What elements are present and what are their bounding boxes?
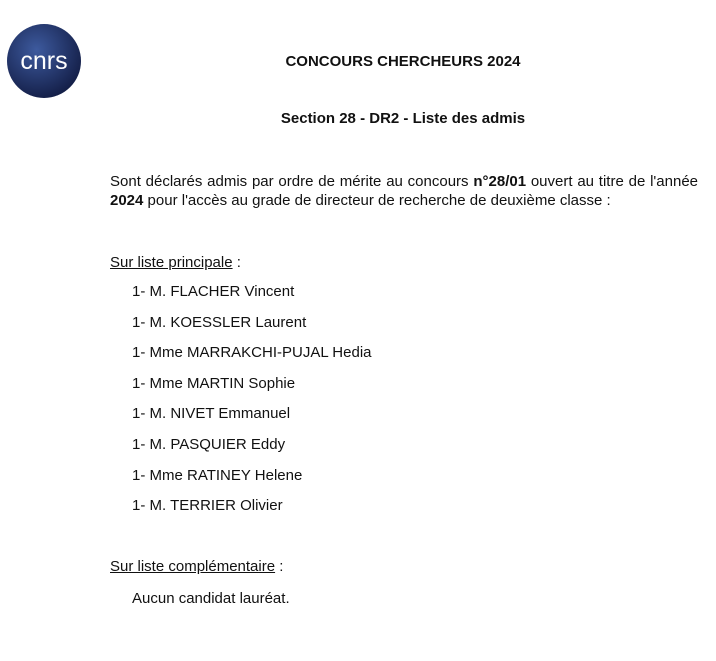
list-item: 1- M. FLACHER Vincent <box>132 283 295 300</box>
list-item: 1- M. TERRIER Olivier <box>132 497 283 515</box>
complementary-list-heading <box>110 558 283 575</box>
logo-text: cnrs <box>20 47 68 75</box>
list-item: 1- M. PASQUIER Eddy <box>132 435 286 453</box>
complementary-list-heading-suffix: : <box>275 558 284 575</box>
list-item: 1- M. NIVET Emmanuel <box>132 405 291 423</box>
intro-text-2: ouvert au titre de l'année <box>526 173 698 190</box>
concours-year: 2024 <box>110 192 144 209</box>
principal-list-heading-suffix: : <box>232 254 241 271</box>
principal-list <box>132 283 372 528</box>
concours-number: n°28/01 <box>473 173 527 190</box>
intro-paragraph <box>110 172 698 210</box>
intro-text-1: Sont déclarés admis par ordre de mérite au concours <box>110 173 474 190</box>
list-item: 1- Mme MARRAKCHI-PUJAL Hedia <box>132 344 372 362</box>
page-subtitle: Section 28 - DR2 - Liste des admis <box>280 110 526 127</box>
principal-list-heading <box>110 254 241 271</box>
list-item: 1- Mme RATINEY Helene <box>132 466 303 484</box>
complementary-list-heading-label: Sur liste complémentaire <box>110 558 276 575</box>
page-title: CONCOURS CHERCHEURS 2024 <box>285 53 521 70</box>
intro-text-3: pour l'accès au grade de directeur de recherche de deuxième classe : <box>143 192 611 209</box>
list-item: 1- Mme MARTIN Sophie <box>132 374 296 392</box>
principal-list-heading-label: Sur liste principale <box>110 254 233 271</box>
list-item: 1- M. KOESSLER Laurent <box>132 313 307 331</box>
complementary-list-content: Aucun candidat lauréat. <box>132 590 290 607</box>
